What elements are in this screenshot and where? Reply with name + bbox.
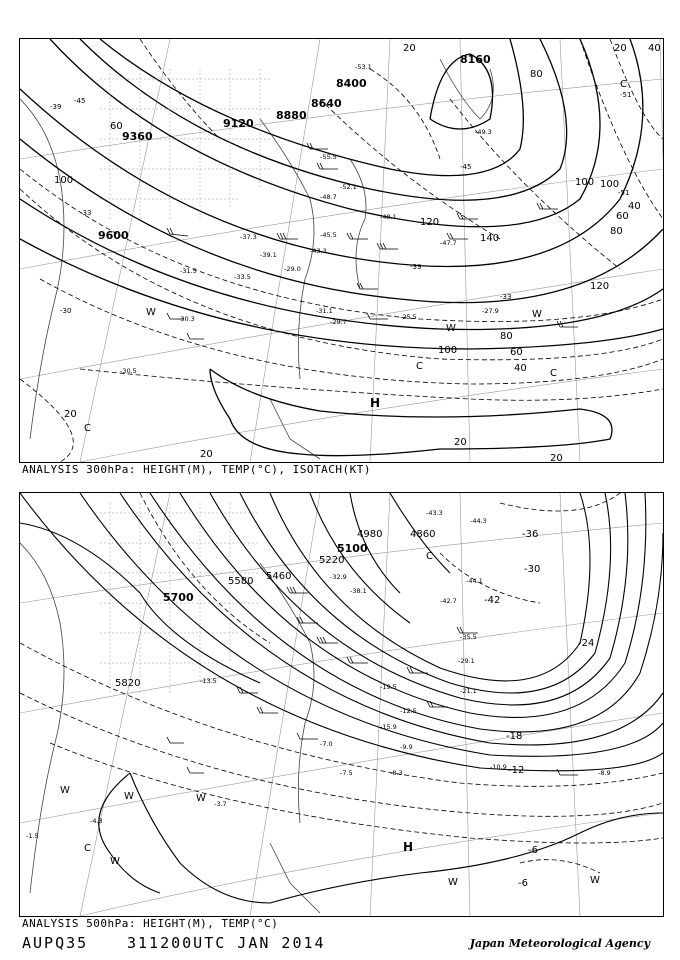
isotach-label: 60	[110, 121, 123, 132]
height-label: 4980	[357, 529, 383, 540]
isotach-label: 60	[616, 211, 629, 222]
temp-label: -6	[528, 845, 538, 856]
station-temp: -53.1	[355, 63, 372, 71]
warm-center: W	[110, 856, 120, 867]
station-temp: -4.3	[90, 817, 103, 825]
warm-center: W	[124, 791, 134, 802]
coastline	[20, 59, 493, 459]
station-temp: -7.0	[320, 740, 333, 748]
isotach-label: 20	[403, 43, 416, 54]
station-temp: -49.3	[475, 128, 492, 136]
temp-label: -6	[518, 878, 528, 889]
isotach-label: 20	[614, 43, 627, 54]
agency-name: Japan Meteorological Agency	[469, 937, 650, 950]
station-temp: -30.3	[178, 315, 195, 323]
station-temp: -13.5	[200, 677, 217, 685]
height-labels	[98, 53, 491, 242]
station-temp: -30.5	[120, 367, 137, 375]
caption-500hpa: ANALYSIS 500hPa: HEIGHT(M), TEMP(°C)	[22, 917, 279, 930]
height-label: 9600	[98, 229, 129, 242]
temp-label: -45	[74, 97, 86, 105]
station-temp: -42.7	[440, 597, 457, 605]
temp-label: -30	[60, 307, 72, 315]
high-center: H	[370, 396, 381, 410]
station-temp: -43.3	[310, 247, 327, 255]
isotach-label: 120	[590, 281, 610, 292]
station-temp: -7.5	[340, 769, 353, 777]
warm-center: W	[590, 875, 600, 886]
pressure-centers	[60, 551, 600, 888]
temp-label: -39	[410, 263, 422, 271]
wind-barbs	[167, 587, 578, 775]
valid-time: 311200UTC JAN 2014	[127, 934, 326, 952]
station-temp: -39.1	[260, 251, 277, 259]
station-temp: -55.5	[320, 153, 337, 161]
station-temp: -33.5	[234, 273, 251, 281]
height-label: 8160	[460, 53, 491, 66]
station-temp: -21.1	[460, 687, 477, 695]
temp-label: -24	[578, 638, 595, 649]
station-temp: -47.7	[440, 239, 457, 247]
station-temp: -45.5	[320, 231, 337, 239]
temp-label: -30	[524, 564, 541, 575]
station-temp: -15.9	[380, 723, 397, 731]
height-label: 5220	[319, 555, 345, 566]
height-label: 9120	[223, 117, 254, 130]
cold-center: C	[550, 368, 557, 379]
height-label: 8400	[336, 77, 367, 90]
chart-id: AUPQ35	[22, 934, 89, 952]
station-temp: -3.7	[214, 800, 227, 808]
isotach-label: 80	[610, 226, 623, 237]
temp-label: -45	[460, 163, 472, 171]
temp-label: -33	[500, 293, 512, 301]
temp-label: -51	[620, 91, 632, 99]
station-temp: -10.9	[490, 763, 507, 771]
isotach-label: 40	[514, 363, 527, 374]
isotach-label: 80	[530, 69, 543, 80]
height-label: 9360	[122, 130, 153, 143]
station-temp: -31.5	[180, 267, 197, 275]
temp-labels	[484, 529, 594, 889]
isotach-label: 140	[480, 233, 500, 244]
height-label: 5100	[337, 542, 368, 555]
warm-center: W	[448, 877, 458, 888]
map-panel-300hpa	[19, 38, 664, 463]
isotach-label: 60	[510, 347, 523, 358]
station-temp: -43.3	[426, 509, 443, 517]
station-temp: -1.5	[26, 832, 39, 840]
warm-center: W	[446, 323, 456, 334]
isotach-label: 20	[550, 453, 563, 462]
height-label: 5820	[115, 678, 141, 689]
temp-label: -36	[522, 529, 539, 540]
height-label: 8640	[311, 97, 342, 110]
high-center: H	[403, 840, 414, 854]
warm-center: W	[146, 307, 156, 318]
station-temp: -52.1	[340, 183, 357, 191]
station-temp: -38.1	[350, 587, 367, 595]
isotach-label: 20	[454, 437, 467, 448]
warm-center: W	[60, 785, 70, 796]
cold-center: C	[416, 361, 423, 372]
isotach-label: 20	[64, 409, 77, 420]
map-500hpa-svg	[20, 493, 663, 916]
height-label: 5580	[228, 576, 254, 587]
station-temp: -9.9	[400, 743, 413, 751]
station-temp: -48.7	[320, 193, 337, 201]
station-temp: -25.5	[400, 313, 417, 321]
cold-center: C	[426, 551, 433, 562]
wind-barbs	[167, 143, 578, 339]
isotach-label: 120	[420, 217, 440, 228]
station-temp: -44.3	[470, 517, 487, 525]
station-temp: -27.9	[482, 307, 499, 315]
warm-center: W	[532, 309, 542, 320]
station-temp: -29.7	[330, 318, 347, 326]
station-temp: -8.3	[390, 769, 403, 777]
cold-center: C	[84, 843, 91, 854]
cold-center: C	[84, 423, 91, 434]
isotach-label: 80	[500, 331, 513, 342]
height-label: 5460	[266, 571, 292, 582]
map-panel-500hpa	[19, 492, 664, 917]
temp-label: -42	[484, 595, 501, 606]
station-temp: -19.5	[380, 683, 397, 691]
station-temp: -29.0	[284, 265, 301, 273]
isotach-label: 40	[648, 43, 661, 54]
station-temp: -8.9	[598, 769, 611, 777]
cold-center: C	[620, 79, 627, 90]
station-temp: -35.5	[460, 633, 477, 641]
isotach-label: 100	[575, 177, 595, 188]
temp-label: -39	[50, 103, 62, 111]
station-temp: -48.1	[380, 213, 397, 221]
station-temp: -31.1	[316, 307, 333, 315]
station-temp: -32.9	[330, 573, 347, 581]
height-label: 5700	[163, 591, 194, 604]
temp-label: -18	[506, 731, 523, 742]
temp-label: -33	[80, 209, 92, 217]
warm-center: W	[196, 793, 206, 804]
map-300hpa-svg	[20, 39, 663, 462]
isotach-label: 100	[600, 179, 620, 190]
caption-300hpa: ANALYSIS 300hPa: HEIGHT(M), TEMP(°C), ISOTACH(KT)	[22, 463, 372, 476]
station-temp: -29.1	[458, 657, 475, 665]
height-label: 8880	[276, 109, 307, 122]
isotach-label: 20	[200, 449, 213, 460]
station-temp: -12.5	[400, 707, 417, 715]
station-temp: -37.3	[240, 233, 257, 241]
height-label: 4860	[410, 529, 436, 540]
isotach-label: 100	[54, 175, 74, 186]
station-temp: -44.1	[466, 577, 483, 585]
isotach-label: 100	[438, 345, 458, 356]
temp-label: -12	[508, 765, 525, 776]
temp-label: -51	[618, 189, 630, 197]
isotach-label: 40	[628, 201, 641, 212]
